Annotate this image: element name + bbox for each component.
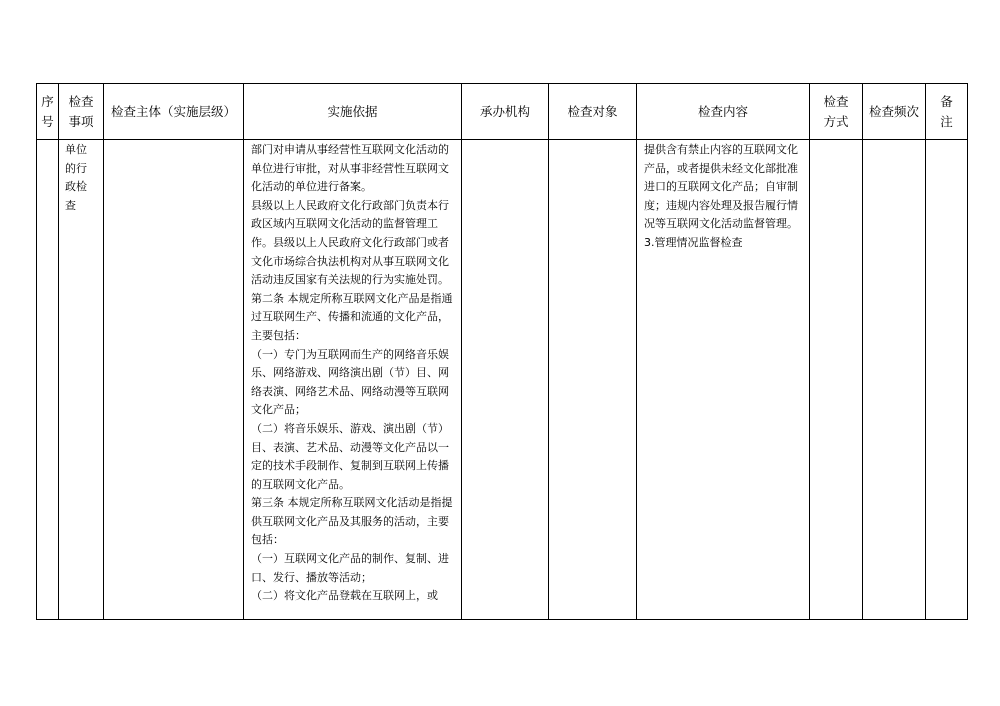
header-content: 检查内容 (637, 84, 810, 140)
content-paragraph: 3.管理情况监督检查 (644, 235, 743, 249)
cell-target (549, 140, 637, 620)
table-row (37, 140, 968, 620)
cell-subject (104, 140, 244, 620)
table-header-row (37, 84, 968, 140)
basis-paragraph: （二）将文化产品登载在互联网上，或 (251, 589, 438, 603)
header-target: 检查对象 (549, 84, 637, 140)
basis-paragraph: 第二条 本规定所称互联网文化产品是指通过互联网生产、传播和流通的文化产品，主要包括： (251, 291, 453, 342)
header-agency: 承办机构 (462, 84, 549, 140)
cell-seq (37, 140, 59, 620)
basis-paragraph: 第三条 本规定所称互联网文化活动是指提供互联网文化产品及其服务的活动，主要包括： (251, 496, 453, 547)
header-frequency: 检查频次 (863, 84, 926, 140)
cell-basis (244, 140, 462, 620)
cell-method (810, 140, 863, 620)
cell-item: 单位的行政检查 (59, 140, 104, 620)
content-paragraph: 提供含有禁止内容的互联网文化产品，或者提供未经文化部批准进口的互联网文化产品；自审制度；违规内容处理及报告履行情况等互联网文化活动监督管理。 (644, 143, 798, 231)
cell-content (637, 140, 810, 620)
basis-paragraph: （一）互联网文化产品的制作、复制、进口、发行、播放等活动； (251, 552, 449, 584)
header-remarks: 备注 (926, 84, 968, 140)
cell-remarks (926, 140, 968, 620)
header-subject: 检查主体（实施层级） (104, 84, 244, 140)
inspection-table (36, 83, 968, 620)
cell-frequency (863, 140, 926, 620)
header-seq: 序号 (37, 84, 59, 140)
basis-paragraph: 县级以上人民政府文化行政部门负责本行政区域内互联网文化活动的监督管理工作。县级以上人民政府文化行政部门或者文化市场综合执法机构对从事互联网文化活动违反国家有关法规的行为实施处罚。 (251, 198, 449, 287)
header-basis: 实施依据 (244, 84, 462, 140)
header-item: 检查事项 (59, 84, 104, 140)
header-method: 检查方式 (810, 84, 863, 140)
basis-paragraph: 部门对申请从事经营性互联网文化活动的单位进行审批，对从事非经营性互联网文化活动的单位进行备案。 (251, 143, 449, 194)
cell-agency (462, 140, 549, 620)
basis-paragraph: （二）将音乐娱乐、游戏、演出剧（节）目、表演、艺术品、动漫等文化产品以一定的技术手段制作、复制到互联网上传播的互联网文化产品。 (251, 421, 449, 491)
basis-paragraph: （一）专门为互联网而生产的网络音乐娱乐、网络游戏、网络演出剧（节）目、网络表演、网络艺术品、网络动漫等互联网文化产品； (251, 347, 449, 417)
